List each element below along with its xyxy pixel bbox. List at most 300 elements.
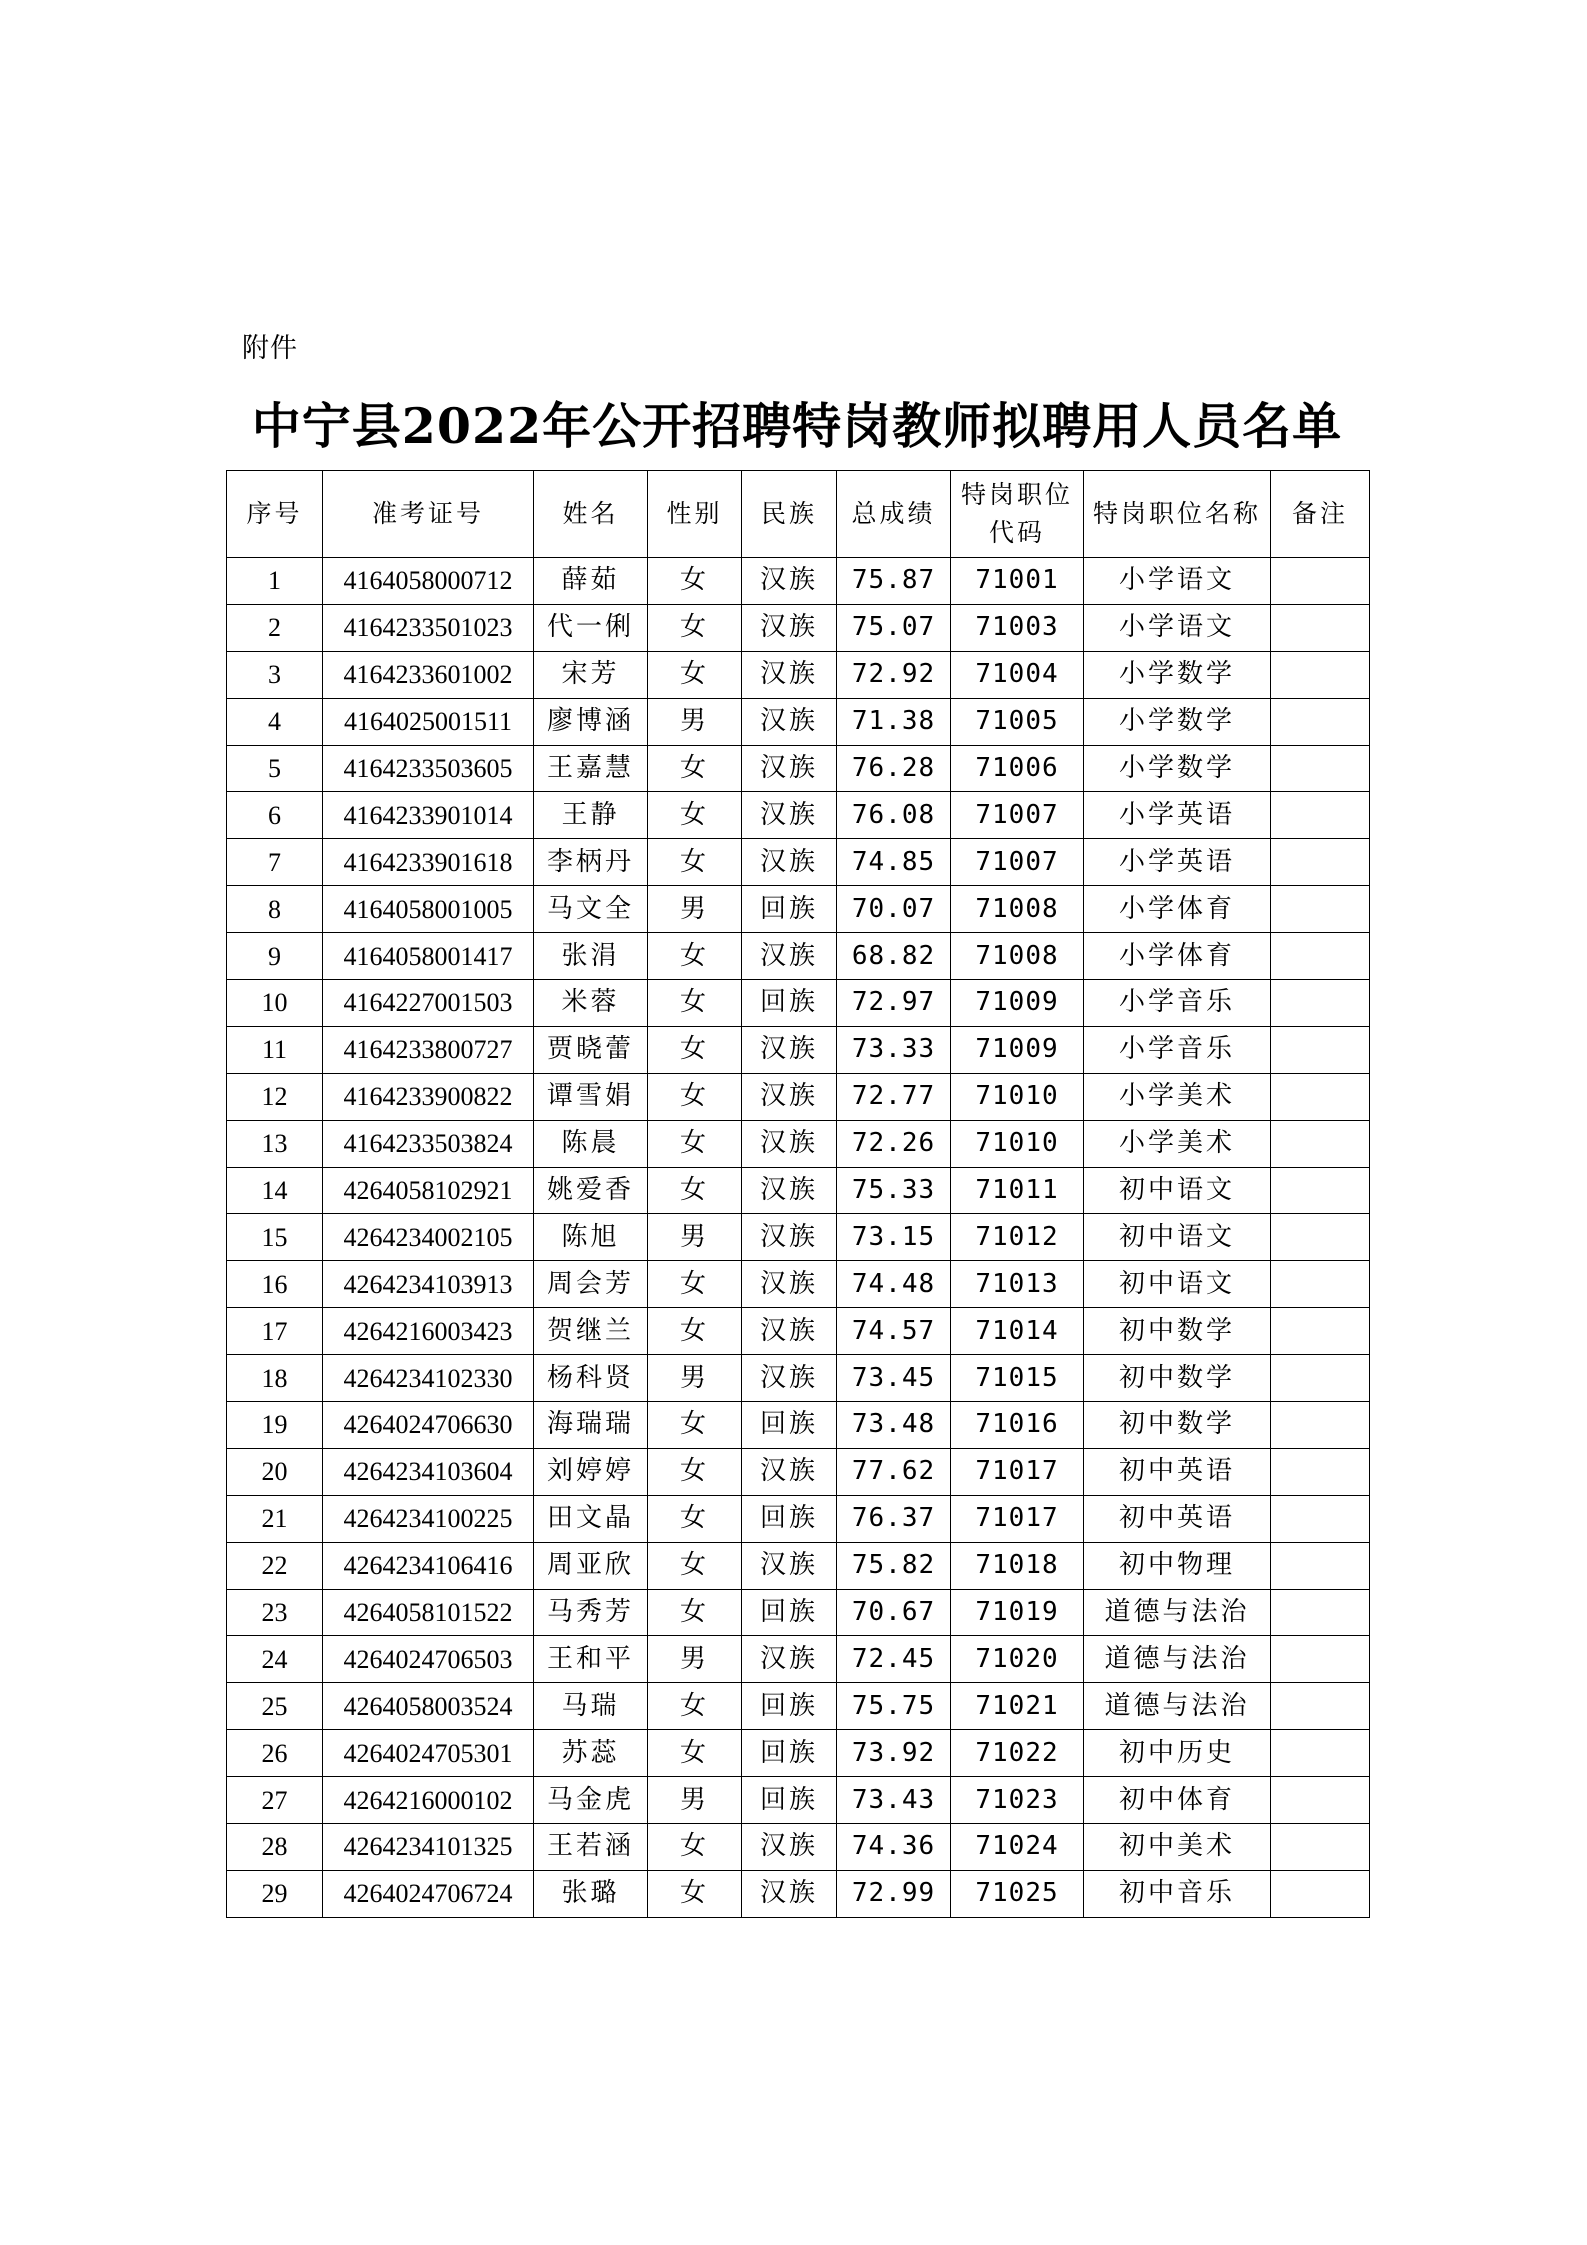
cell-index: 14 [227, 1167, 323, 1214]
cell-ethnicity: 回族 [742, 1589, 837, 1636]
cell-score: 72.92 [837, 651, 951, 698]
cell-score: 73.33 [837, 1026, 951, 1073]
cell-gender: 女 [648, 1683, 742, 1730]
cell-name: 王静 [534, 792, 648, 839]
cell-remark [1271, 1824, 1370, 1871]
cell-gender: 女 [648, 1026, 742, 1073]
cell-ethnicity: 汉族 [742, 1261, 837, 1308]
cell-score: 75.87 [837, 558, 951, 605]
cell-score: 73.45 [837, 1355, 951, 1402]
cell-gender: 女 [648, 980, 742, 1027]
cell-name: 周会芳 [534, 1261, 648, 1308]
cell-name: 杨科贤 [534, 1355, 648, 1402]
cell-gender: 女 [648, 1402, 742, 1449]
cell-ethnicity: 回族 [742, 1402, 837, 1449]
cell-post-name: 小学美术 [1084, 1073, 1271, 1120]
cell-gender: 女 [648, 558, 742, 605]
cell-post-code: 71017 [951, 1495, 1084, 1542]
table-row [227, 1073, 1370, 1120]
cell-post-name: 道德与法治 [1084, 1636, 1271, 1683]
cell-name: 王若涵 [534, 1824, 648, 1871]
cell-exam-no: 4164233601002 [323, 651, 534, 698]
cell-exam-no: 4264058003524 [323, 1683, 534, 1730]
cell-score: 74.57 [837, 1308, 951, 1355]
cell-remark [1271, 1214, 1370, 1261]
cell-remark [1271, 1542, 1370, 1589]
cell-post-code: 71014 [951, 1308, 1084, 1355]
cell-post-name: 初中语文 [1084, 1167, 1271, 1214]
cell-exam-no: 4264024706724 [323, 1870, 534, 1917]
cell-index: 29 [227, 1870, 323, 1917]
cell-name: 张涓 [534, 933, 648, 980]
table-row [227, 1730, 1370, 1777]
cell-score: 76.28 [837, 745, 951, 792]
cell-post-code: 71017 [951, 1448, 1084, 1495]
header-name: 姓名 [534, 471, 648, 558]
cell-remark [1271, 651, 1370, 698]
header-remark: 备注 [1271, 471, 1370, 558]
cell-exam-no: 4164233900822 [323, 1073, 534, 1120]
cell-gender: 女 [648, 792, 742, 839]
cell-gender: 女 [648, 1870, 742, 1917]
table-row [227, 604, 1370, 651]
cell-index: 20 [227, 1448, 323, 1495]
cell-remark [1271, 1026, 1370, 1073]
cell-post-code: 71012 [951, 1214, 1084, 1261]
cell-gender: 女 [648, 933, 742, 980]
cell-index: 5 [227, 745, 323, 792]
cell-ethnicity: 汉族 [742, 933, 837, 980]
cell-remark [1271, 1261, 1370, 1308]
cell-gender: 女 [648, 1261, 742, 1308]
cell-post-name: 初中英语 [1084, 1495, 1271, 1542]
cell-name: 周亚欣 [534, 1542, 648, 1589]
cell-exam-no: 4264024706630 [323, 1402, 534, 1449]
cell-ethnicity: 汉族 [742, 1448, 837, 1495]
cell-score: 76.08 [837, 792, 951, 839]
attachment-label: 附件 [242, 333, 298, 364]
cell-index: 27 [227, 1777, 323, 1824]
cell-post-code: 71001 [951, 558, 1084, 605]
cell-exam-no: 4164058001005 [323, 886, 534, 933]
cell-post-name: 小学英语 [1084, 792, 1271, 839]
cell-post-name: 初中物理 [1084, 1542, 1271, 1589]
cell-ethnicity: 回族 [742, 1495, 837, 1542]
cell-remark [1271, 933, 1370, 980]
cell-gender: 女 [648, 1730, 742, 1777]
cell-remark [1271, 1120, 1370, 1167]
cell-exam-no: 4164233901014 [323, 792, 534, 839]
cell-gender: 男 [648, 1636, 742, 1683]
cell-post-code: 71008 [951, 933, 1084, 980]
cell-remark [1271, 1167, 1370, 1214]
table-row [227, 1448, 1370, 1495]
cell-index: 16 [227, 1261, 323, 1308]
table-row [227, 1308, 1370, 1355]
cell-remark [1271, 1402, 1370, 1449]
cell-name: 张璐 [534, 1870, 648, 1917]
cell-remark [1271, 604, 1370, 651]
cell-name: 王和平 [534, 1636, 648, 1683]
cell-post-name: 初中体育 [1084, 1777, 1271, 1824]
cell-post-code: 71023 [951, 1777, 1084, 1824]
cell-exam-no: 4164058000712 [323, 558, 534, 605]
cell-name: 贾晓蕾 [534, 1026, 648, 1073]
cell-remark [1271, 1870, 1370, 1917]
cell-ethnicity: 汉族 [742, 1214, 837, 1261]
cell-remark [1271, 1730, 1370, 1777]
cell-gender: 女 [648, 1448, 742, 1495]
table-row [227, 792, 1370, 839]
header-post-code: 特岗职位代码 [951, 471, 1084, 558]
cell-post-name: 小学音乐 [1084, 1026, 1271, 1073]
cell-index: 18 [227, 1355, 323, 1402]
cell-index: 4 [227, 698, 323, 745]
cell-index: 8 [227, 886, 323, 933]
cell-post-code: 71022 [951, 1730, 1084, 1777]
cell-post-code: 71018 [951, 1542, 1084, 1589]
cell-exam-no: 4164233503605 [323, 745, 534, 792]
cell-index: 26 [227, 1730, 323, 1777]
cell-exam-no: 4164227001503 [323, 980, 534, 1027]
cell-name: 王嘉慧 [534, 745, 648, 792]
cell-name: 苏蕊 [534, 1730, 648, 1777]
cell-score: 72.45 [837, 1636, 951, 1683]
cell-name: 陈旭 [534, 1214, 648, 1261]
cell-score: 76.37 [837, 1495, 951, 1542]
cell-ethnicity: 汉族 [742, 745, 837, 792]
cell-post-name: 道德与法治 [1084, 1589, 1271, 1636]
cell-remark [1271, 1448, 1370, 1495]
header-exam-no: 准考证号 [323, 471, 534, 558]
header-ethnicity: 民族 [742, 471, 837, 558]
cell-post-code: 71005 [951, 698, 1084, 745]
cell-post-name: 初中数学 [1084, 1308, 1271, 1355]
cell-ethnicity: 回族 [742, 980, 837, 1027]
cell-gender: 女 [648, 1589, 742, 1636]
cell-gender: 女 [648, 1824, 742, 1871]
table-row [227, 1402, 1370, 1449]
cell-post-name: 初中历史 [1084, 1730, 1271, 1777]
cell-name: 廖博涵 [534, 698, 648, 745]
cell-index: 23 [227, 1589, 323, 1636]
cell-exam-no: 4164233503824 [323, 1120, 534, 1167]
cell-post-code: 71025 [951, 1870, 1084, 1917]
cell-exam-no: 4264024706503 [323, 1636, 534, 1683]
cell-remark [1271, 886, 1370, 933]
cell-score: 72.97 [837, 980, 951, 1027]
cell-index: 19 [227, 1402, 323, 1449]
cell-index: 17 [227, 1308, 323, 1355]
cell-exam-no: 4264234101325 [323, 1824, 534, 1871]
cell-score: 71.38 [837, 698, 951, 745]
cell-post-code: 71006 [951, 745, 1084, 792]
cell-index: 7 [227, 839, 323, 886]
cell-score: 73.15 [837, 1214, 951, 1261]
cell-gender: 女 [648, 1308, 742, 1355]
cell-ethnicity: 汉族 [742, 839, 837, 886]
cell-exam-no: 4164025001511 [323, 698, 534, 745]
cell-ethnicity: 汉族 [742, 1542, 837, 1589]
cell-index: 12 [227, 1073, 323, 1120]
cell-remark [1271, 839, 1370, 886]
cell-index: 1 [227, 558, 323, 605]
table-row [227, 1355, 1370, 1402]
cell-remark [1271, 1073, 1370, 1120]
cell-score: 68.82 [837, 933, 951, 980]
table-row [227, 1542, 1370, 1589]
cell-score: 75.82 [837, 1542, 951, 1589]
table-row [227, 745, 1370, 792]
cell-remark [1271, 1495, 1370, 1542]
cell-post-code: 71019 [951, 1589, 1084, 1636]
cell-remark [1271, 558, 1370, 605]
cell-index: 2 [227, 604, 323, 651]
cell-post-code: 71016 [951, 1402, 1084, 1449]
cell-name: 田文晶 [534, 1495, 648, 1542]
cell-remark [1271, 1636, 1370, 1683]
cell-ethnicity: 回族 [742, 1683, 837, 1730]
cell-post-name: 初中数学 [1084, 1355, 1271, 1402]
cell-post-name: 小学音乐 [1084, 980, 1271, 1027]
cell-post-code: 71021 [951, 1683, 1084, 1730]
cell-post-name: 小学语文 [1084, 604, 1271, 651]
cell-gender: 女 [648, 1542, 742, 1589]
cell-ethnicity: 汉族 [742, 1120, 837, 1167]
cell-post-code: 71007 [951, 839, 1084, 886]
table-row [227, 1214, 1370, 1261]
cell-gender: 女 [648, 745, 742, 792]
cell-ethnicity: 回族 [742, 1730, 837, 1777]
cell-index: 21 [227, 1495, 323, 1542]
cell-ethnicity: 回族 [742, 1777, 837, 1824]
table-row [227, 839, 1370, 886]
cell-name: 马瑞 [534, 1683, 648, 1730]
cell-score: 70.67 [837, 1589, 951, 1636]
cell-index: 15 [227, 1214, 323, 1261]
header-gender: 性别 [648, 471, 742, 558]
cell-post-code: 71011 [951, 1167, 1084, 1214]
table-row [227, 1026, 1370, 1073]
cell-ethnicity: 汉族 [742, 651, 837, 698]
cell-gender: 女 [648, 1495, 742, 1542]
header-index: 序号 [227, 471, 323, 558]
cell-index: 13 [227, 1120, 323, 1167]
cell-exam-no: 4264234100225 [323, 1495, 534, 1542]
candidate-table [226, 470, 1370, 1918]
cell-score: 72.77 [837, 1073, 951, 1120]
cell-index: 3 [227, 651, 323, 698]
cell-remark [1271, 1683, 1370, 1730]
cell-name: 姚爱香 [534, 1167, 648, 1214]
cell-exam-no: 4164233901618 [323, 839, 534, 886]
table-row [227, 1120, 1370, 1167]
cell-name: 马金虎 [534, 1777, 648, 1824]
cell-remark [1271, 792, 1370, 839]
cell-exam-no: 4264216000102 [323, 1777, 534, 1824]
header-score: 总成绩 [837, 471, 951, 558]
page-title: 中宁县2022年公开招聘特岗教师拟聘用人员名单 [251, 397, 1343, 455]
cell-score: 73.92 [837, 1730, 951, 1777]
cell-gender: 女 [648, 604, 742, 651]
cell-name: 薛茹 [534, 558, 648, 605]
cell-post-name: 小学数学 [1084, 698, 1271, 745]
cell-post-code: 71015 [951, 1355, 1084, 1402]
cell-ethnicity: 汉族 [742, 698, 837, 745]
cell-post-code: 71024 [951, 1824, 1084, 1871]
cell-name: 谭雪娟 [534, 1073, 648, 1120]
cell-gender: 女 [648, 1073, 742, 1120]
cell-score: 74.85 [837, 839, 951, 886]
cell-index: 28 [227, 1824, 323, 1871]
cell-ethnicity: 汉族 [742, 1636, 837, 1683]
cell-post-name: 初中语文 [1084, 1214, 1271, 1261]
cell-index: 9 [227, 933, 323, 980]
table-row [227, 1777, 1370, 1824]
cell-exam-no: 4164058001417 [323, 933, 534, 980]
cell-gender: 女 [648, 839, 742, 886]
header-post-name: 特岗职位名称 [1084, 471, 1271, 558]
cell-exam-no: 4264234103604 [323, 1448, 534, 1495]
cell-gender: 女 [648, 1167, 742, 1214]
table-row [227, 1683, 1370, 1730]
cell-remark [1271, 1308, 1370, 1355]
table-body [227, 558, 1370, 1918]
cell-post-name: 初中语文 [1084, 1261, 1271, 1308]
cell-post-name: 小学体育 [1084, 886, 1271, 933]
cell-post-code: 71009 [951, 1026, 1084, 1073]
cell-gender: 男 [648, 1214, 742, 1261]
cell-gender: 女 [648, 1120, 742, 1167]
cell-exam-no: 4264234102330 [323, 1355, 534, 1402]
cell-remark [1271, 980, 1370, 1027]
cell-ethnicity: 汉族 [742, 1870, 837, 1917]
cell-post-code: 71004 [951, 651, 1084, 698]
cell-ethnicity: 汉族 [742, 1308, 837, 1355]
table-row [227, 1824, 1370, 1871]
cell-gender: 男 [648, 1777, 742, 1824]
cell-exam-no: 4264234002105 [323, 1214, 534, 1261]
cell-score: 74.48 [837, 1261, 951, 1308]
cell-gender: 男 [648, 1355, 742, 1402]
cell-ethnicity: 汉族 [742, 558, 837, 605]
table-row [227, 1495, 1370, 1542]
cell-name: 陈晨 [534, 1120, 648, 1167]
cell-post-name: 小学美术 [1084, 1120, 1271, 1167]
cell-index: 11 [227, 1026, 323, 1073]
table-row [227, 933, 1370, 980]
cell-post-code: 71003 [951, 604, 1084, 651]
cell-exam-no: 4164233501023 [323, 604, 534, 651]
cell-post-name: 初中音乐 [1084, 1870, 1271, 1917]
cell-post-name: 道德与法治 [1084, 1683, 1271, 1730]
cell-name: 宋芳 [534, 651, 648, 698]
table-row [227, 698, 1370, 745]
table-row [227, 558, 1370, 605]
cell-ethnicity: 汉族 [742, 1073, 837, 1120]
cell-post-code: 71010 [951, 1073, 1084, 1120]
cell-score: 70.07 [837, 886, 951, 933]
cell-remark [1271, 1777, 1370, 1824]
cell-score: 75.75 [837, 1683, 951, 1730]
cell-post-name: 初中美术 [1084, 1824, 1271, 1871]
cell-name: 贺继兰 [534, 1308, 648, 1355]
cell-ethnicity: 汉族 [742, 1026, 837, 1073]
cell-index: 10 [227, 980, 323, 1027]
cell-score: 77.62 [837, 1448, 951, 1495]
table-header-row [227, 471, 1370, 558]
cell-post-name: 小学数学 [1084, 745, 1271, 792]
cell-ethnicity: 汉族 [742, 604, 837, 651]
cell-ethnicity: 汉族 [742, 792, 837, 839]
cell-index: 22 [227, 1542, 323, 1589]
table-row [227, 1167, 1370, 1214]
cell-exam-no: 4264216003423 [323, 1308, 534, 1355]
table-row [227, 1636, 1370, 1683]
cell-exam-no: 4264234103913 [323, 1261, 534, 1308]
cell-exam-no: 4264058102921 [323, 1167, 534, 1214]
cell-name: 马秀芳 [534, 1589, 648, 1636]
table-row [227, 980, 1370, 1027]
cell-name: 刘婷婷 [534, 1448, 648, 1495]
cell-score: 73.43 [837, 1777, 951, 1824]
table-row [227, 651, 1370, 698]
cell-ethnicity: 汉族 [742, 1167, 837, 1214]
cell-index: 25 [227, 1683, 323, 1730]
cell-post-code: 71020 [951, 1636, 1084, 1683]
cell-name: 海瑞瑞 [534, 1402, 648, 1449]
cell-remark [1271, 745, 1370, 792]
cell-name: 代一俐 [534, 604, 648, 651]
cell-name: 马文全 [534, 886, 648, 933]
cell-gender: 男 [648, 886, 742, 933]
cell-post-name: 小学体育 [1084, 933, 1271, 980]
cell-post-name: 初中英语 [1084, 1448, 1271, 1495]
cell-score: 74.36 [837, 1824, 951, 1871]
cell-score: 75.33 [837, 1167, 951, 1214]
cell-post-code: 71008 [951, 886, 1084, 933]
cell-score: 72.99 [837, 1870, 951, 1917]
cell-post-code: 71010 [951, 1120, 1084, 1167]
cell-index: 6 [227, 792, 323, 839]
cell-exam-no: 4164233800727 [323, 1026, 534, 1073]
cell-exam-no: 4264058101522 [323, 1589, 534, 1636]
cell-name: 米蓉 [534, 980, 648, 1027]
cell-index: 24 [227, 1636, 323, 1683]
cell-post-code: 71013 [951, 1261, 1084, 1308]
cell-score: 72.26 [837, 1120, 951, 1167]
cell-post-code: 71007 [951, 792, 1084, 839]
cell-exam-no: 4264024705301 [323, 1730, 534, 1777]
cell-remark [1271, 698, 1370, 745]
cell-gender: 女 [648, 651, 742, 698]
cell-score: 75.07 [837, 604, 951, 651]
cell-score: 73.48 [837, 1402, 951, 1449]
cell-name: 李柄丹 [534, 839, 648, 886]
cell-exam-no: 4264234106416 [323, 1542, 534, 1589]
cell-ethnicity: 回族 [742, 886, 837, 933]
cell-remark [1271, 1355, 1370, 1402]
cell-ethnicity: 汉族 [742, 1355, 837, 1402]
cell-post-name: 小学英语 [1084, 839, 1271, 886]
cell-gender: 男 [648, 698, 742, 745]
table-row [227, 1261, 1370, 1308]
cell-post-name: 小学数学 [1084, 651, 1271, 698]
table-row [227, 1870, 1370, 1917]
cell-ethnicity: 汉族 [742, 1824, 837, 1871]
table-row [227, 1589, 1370, 1636]
table-row [227, 886, 1370, 933]
